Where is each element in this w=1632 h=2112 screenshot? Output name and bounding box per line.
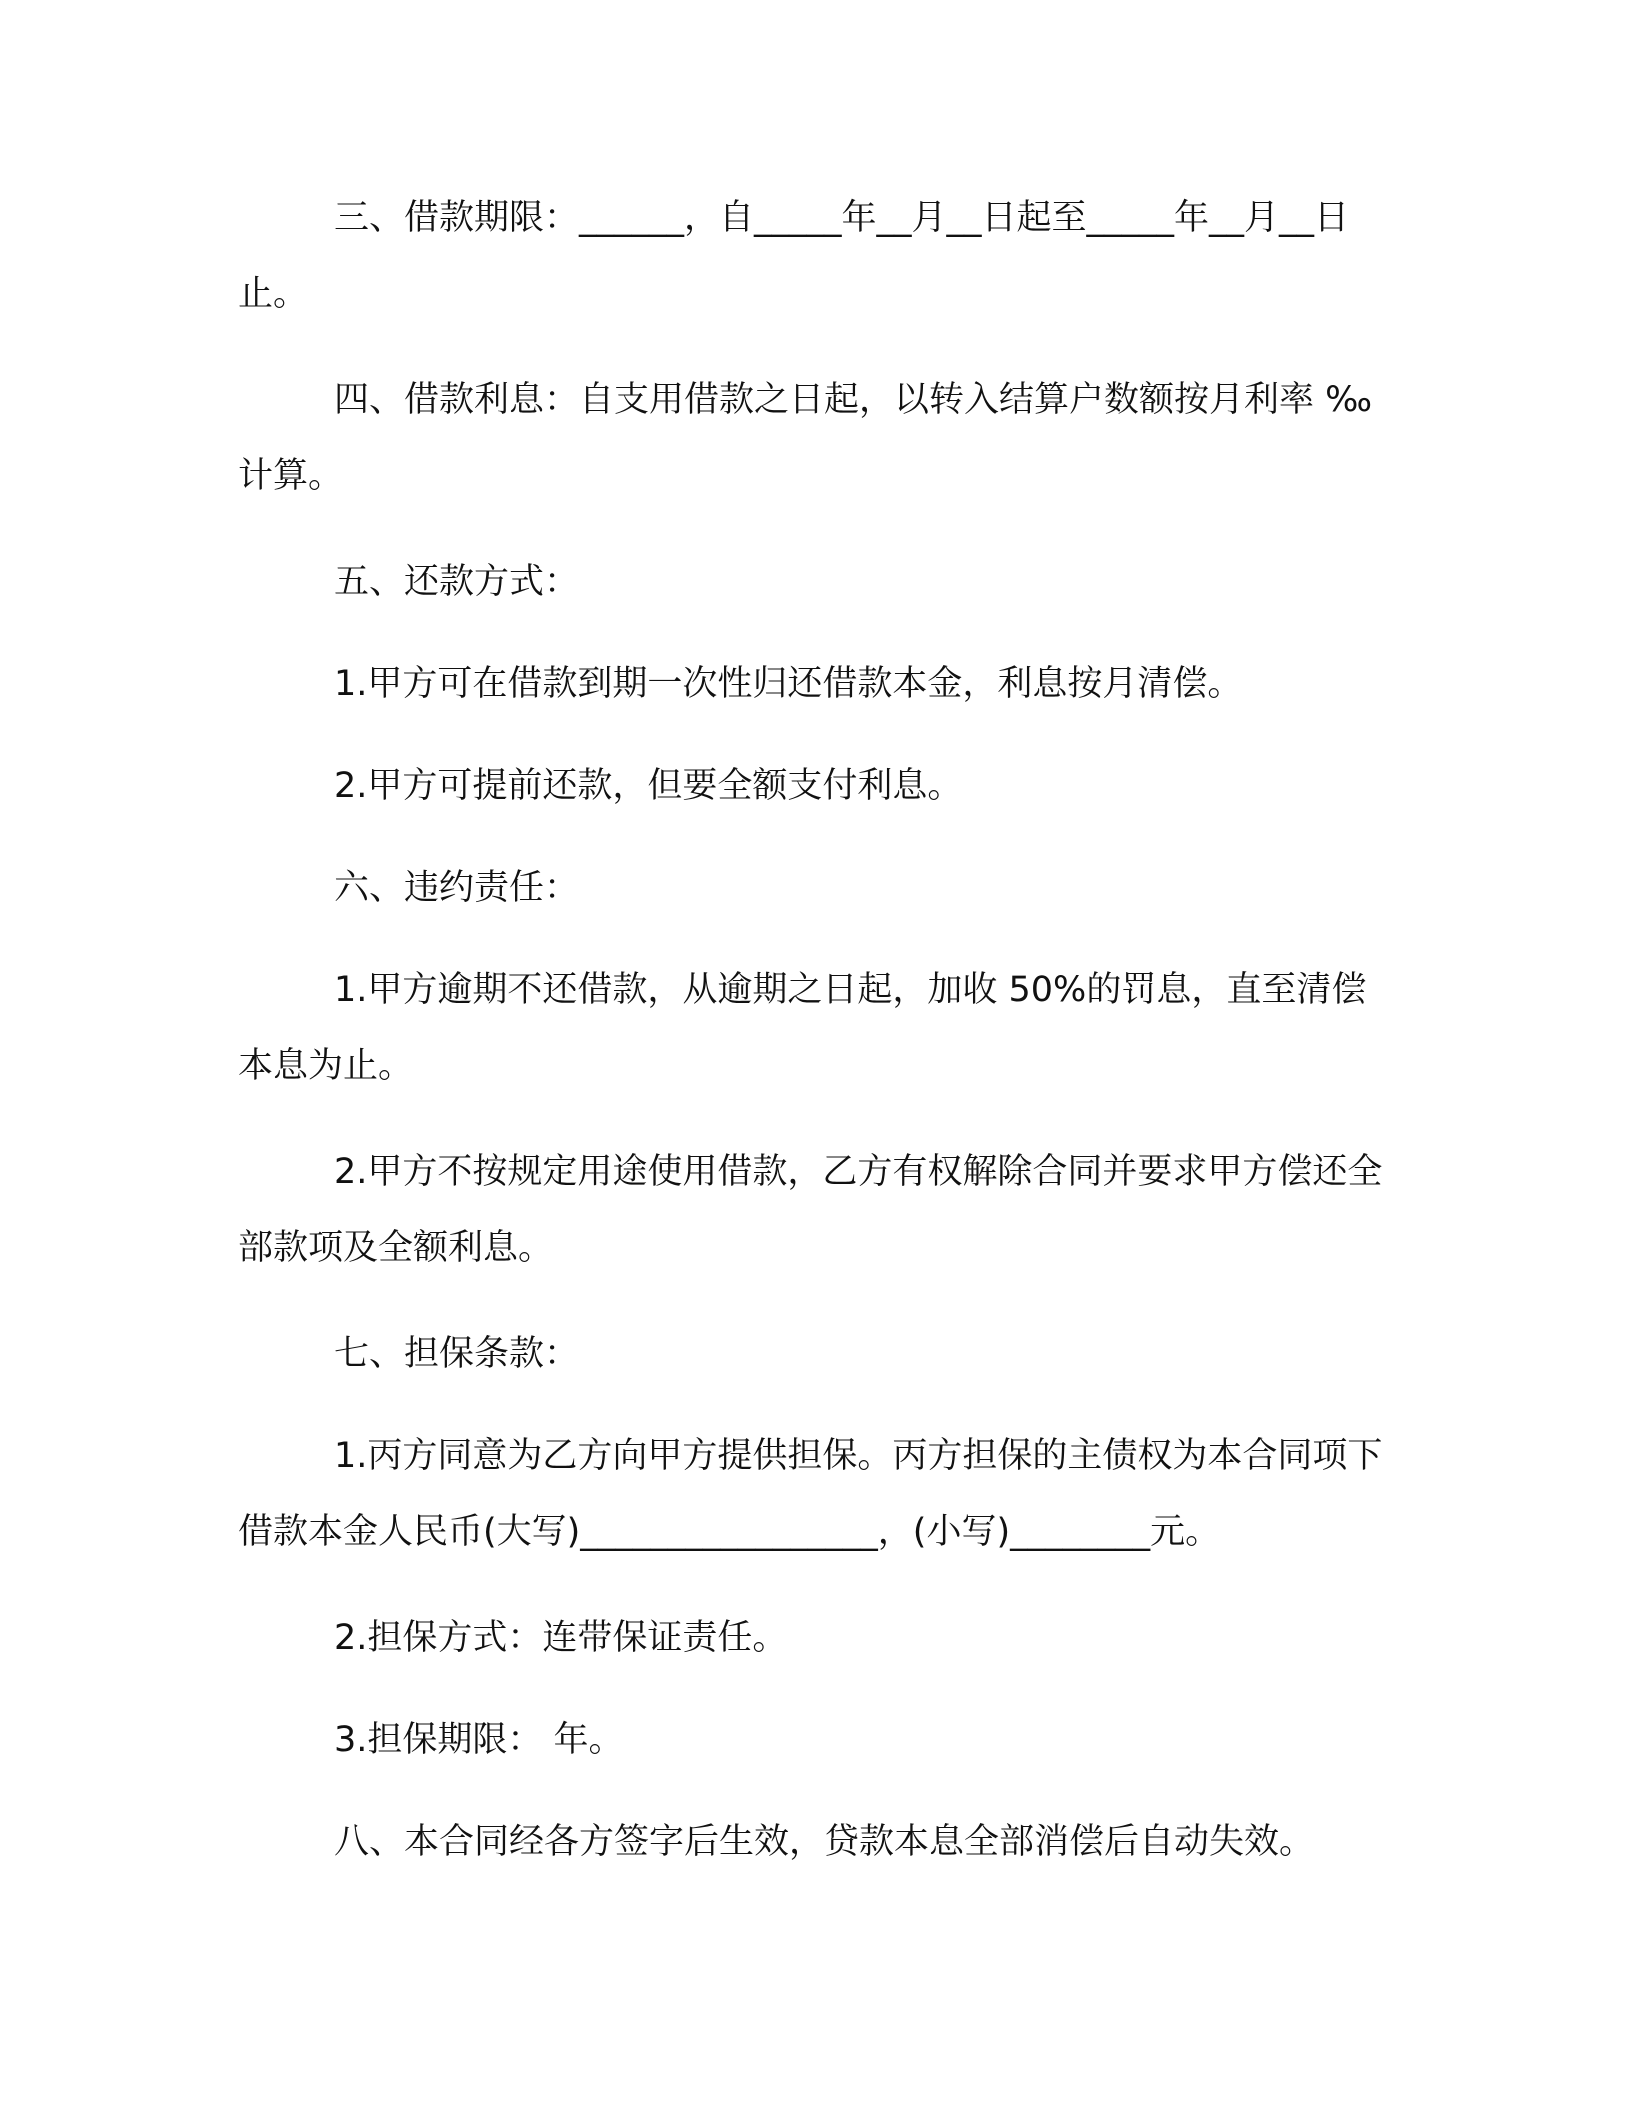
clause-7-item-1: 1.丙方同意为乙方向甲方提供担保。丙方担保的主债权为本合同项下借款本金人民币(大写)_________________，(小写)________元。	[238, 1436, 1383, 1552]
clause-3-loan-term: 三、借款期限：______，自_____年__月__日起至_____年__月__日止。	[238, 198, 1350, 314]
clause-5-item-1: 1.甲方可在借款到期一次性归还借款本金，利息按月清偿。	[334, 664, 1243, 704]
clause-7-item-2: 2.担保方式：连带保证责任。	[334, 1618, 788, 1658]
clause-7-heading: 七、担保条款：	[334, 1334, 580, 1374]
clause-5-item-2: 2.甲方可提前还款，但要全额支付利息。	[334, 766, 963, 806]
clause-7-item-3: 3.担保期限： 年。	[334, 1720, 624, 1760]
clause-4-loan-interest: 四、借款利息：自支用借款之日起，以转入结算户数额按月利率 ‰计算。	[238, 380, 1373, 496]
clause-6-heading: 六、违约责任：	[334, 868, 580, 908]
clause-5-heading: 五、还款方式：	[334, 562, 580, 602]
clause-6-item-2: 2.甲方不按规定用途使用借款，乙方有权解除合同并要求甲方偿还全部款项及全额利息。	[238, 1152, 1383, 1268]
clause-6-item-1: 1.甲方逾期不还借款，从逾期之日起，加收 50%的罚息，直至清偿本息为止。	[238, 970, 1367, 1086]
clause-8-effectiveness: 八、本合同经各方签字后生效，贷款本息全部消偿后自动失效。	[334, 1822, 1315, 1862]
